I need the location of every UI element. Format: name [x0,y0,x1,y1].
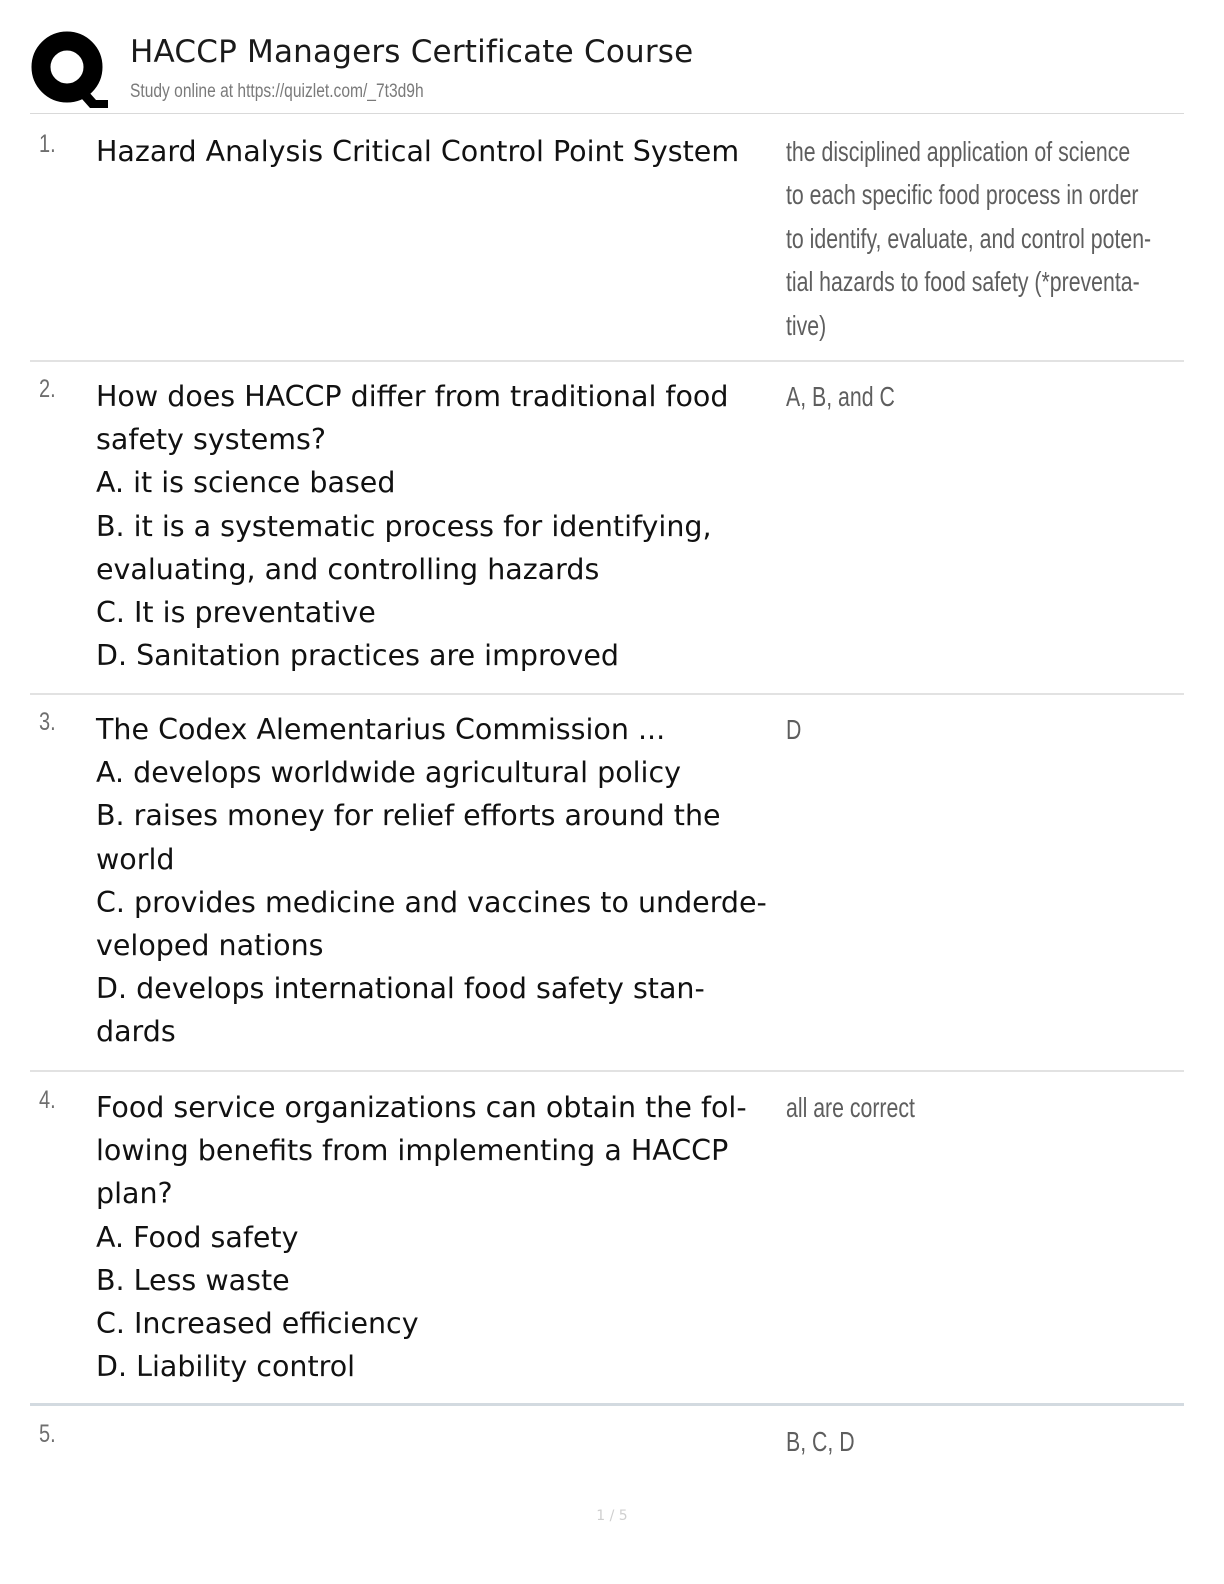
definition-line: to each specific food process in order [786,179,1139,211]
term-line: B. it is a systematic process for identifying, [96,509,712,543]
term-line: A. it is science based [96,466,396,500]
card-term [96,375,796,677]
card-definition [786,708,1186,751]
card-definition [786,130,1186,347]
card-number: 4. [39,1086,56,1114]
term-line: C. It is preventative [96,596,376,630]
term-line: The Codex Alementarius Commission ... [96,713,666,746]
card-divider [30,360,1184,362]
term-line: How does HACCP differ from traditional food [96,380,729,413]
card-term [96,708,796,1054]
card-number: 3. [39,708,56,736]
page-number: 1 / 5 [596,1508,628,1524]
term-line: D. develops international food safety stan- [96,972,705,1006]
card-number: 5. [39,1420,56,1448]
page-header [30,28,1184,114]
term-line: C. provides medicine and vaccines to underde- [96,885,767,919]
card-term [96,1086,796,1388]
term-line: world [96,842,175,876]
term-line: evaluating, and controlling hazards [96,552,600,586]
term-line: plan? [96,1177,173,1211]
definition-line: D [786,714,802,745]
definition-line: all are correct [786,1092,915,1123]
page-title: HACCP Managers Certificate Course [130,34,694,70]
term-line: C. Increased efficiency [96,1307,419,1341]
quizlet-logo-icon [30,30,108,108]
definition-line: tial hazards to food safety (*preventa- [786,266,1140,298]
card-number: 2. [39,375,56,403]
term-line: A. develops worldwide agricultural policy [96,756,682,790]
study-online-link[interactable]: Study online at https://quizlet.com/_7t3d9h [130,81,424,102]
definition-line: to identify, evaluate, and control poten- [786,222,1152,254]
card-divider [30,693,1184,695]
term-line: D. Liability control [96,1350,356,1384]
definition-line: tive) [786,309,827,341]
card-term [96,130,796,173]
definition-line: the disciplined application of science [786,136,1131,167]
card-divider [30,1403,1184,1406]
term-line: safety systems? [96,423,326,457]
term-line: veloped nations [96,929,324,963]
card-definition [786,375,1186,418]
term-line: dards [96,1015,176,1049]
definition-line: A, B, and C [786,381,895,412]
term-line: B. raises money for relief efforts around the [96,799,721,833]
term-line: B. Less waste [96,1263,290,1297]
term-line: lowing benefits from implementing a HACCP [96,1134,729,1168]
card-definition [786,1086,1186,1129]
card-definition [786,1420,1186,1463]
term-line: Hazard Analysis Critical Control Point System [96,135,740,168]
card-number: 1. [39,130,56,158]
card-divider [30,1070,1184,1072]
header-divider [30,113,1184,114]
term-line: Food service organizations can obtain the fol- [96,1091,747,1124]
definition-line: B, C, D [786,1426,855,1457]
term-line: A. Food safety [96,1220,299,1254]
term-line: D. Sanitation practices are improved [96,639,619,673]
